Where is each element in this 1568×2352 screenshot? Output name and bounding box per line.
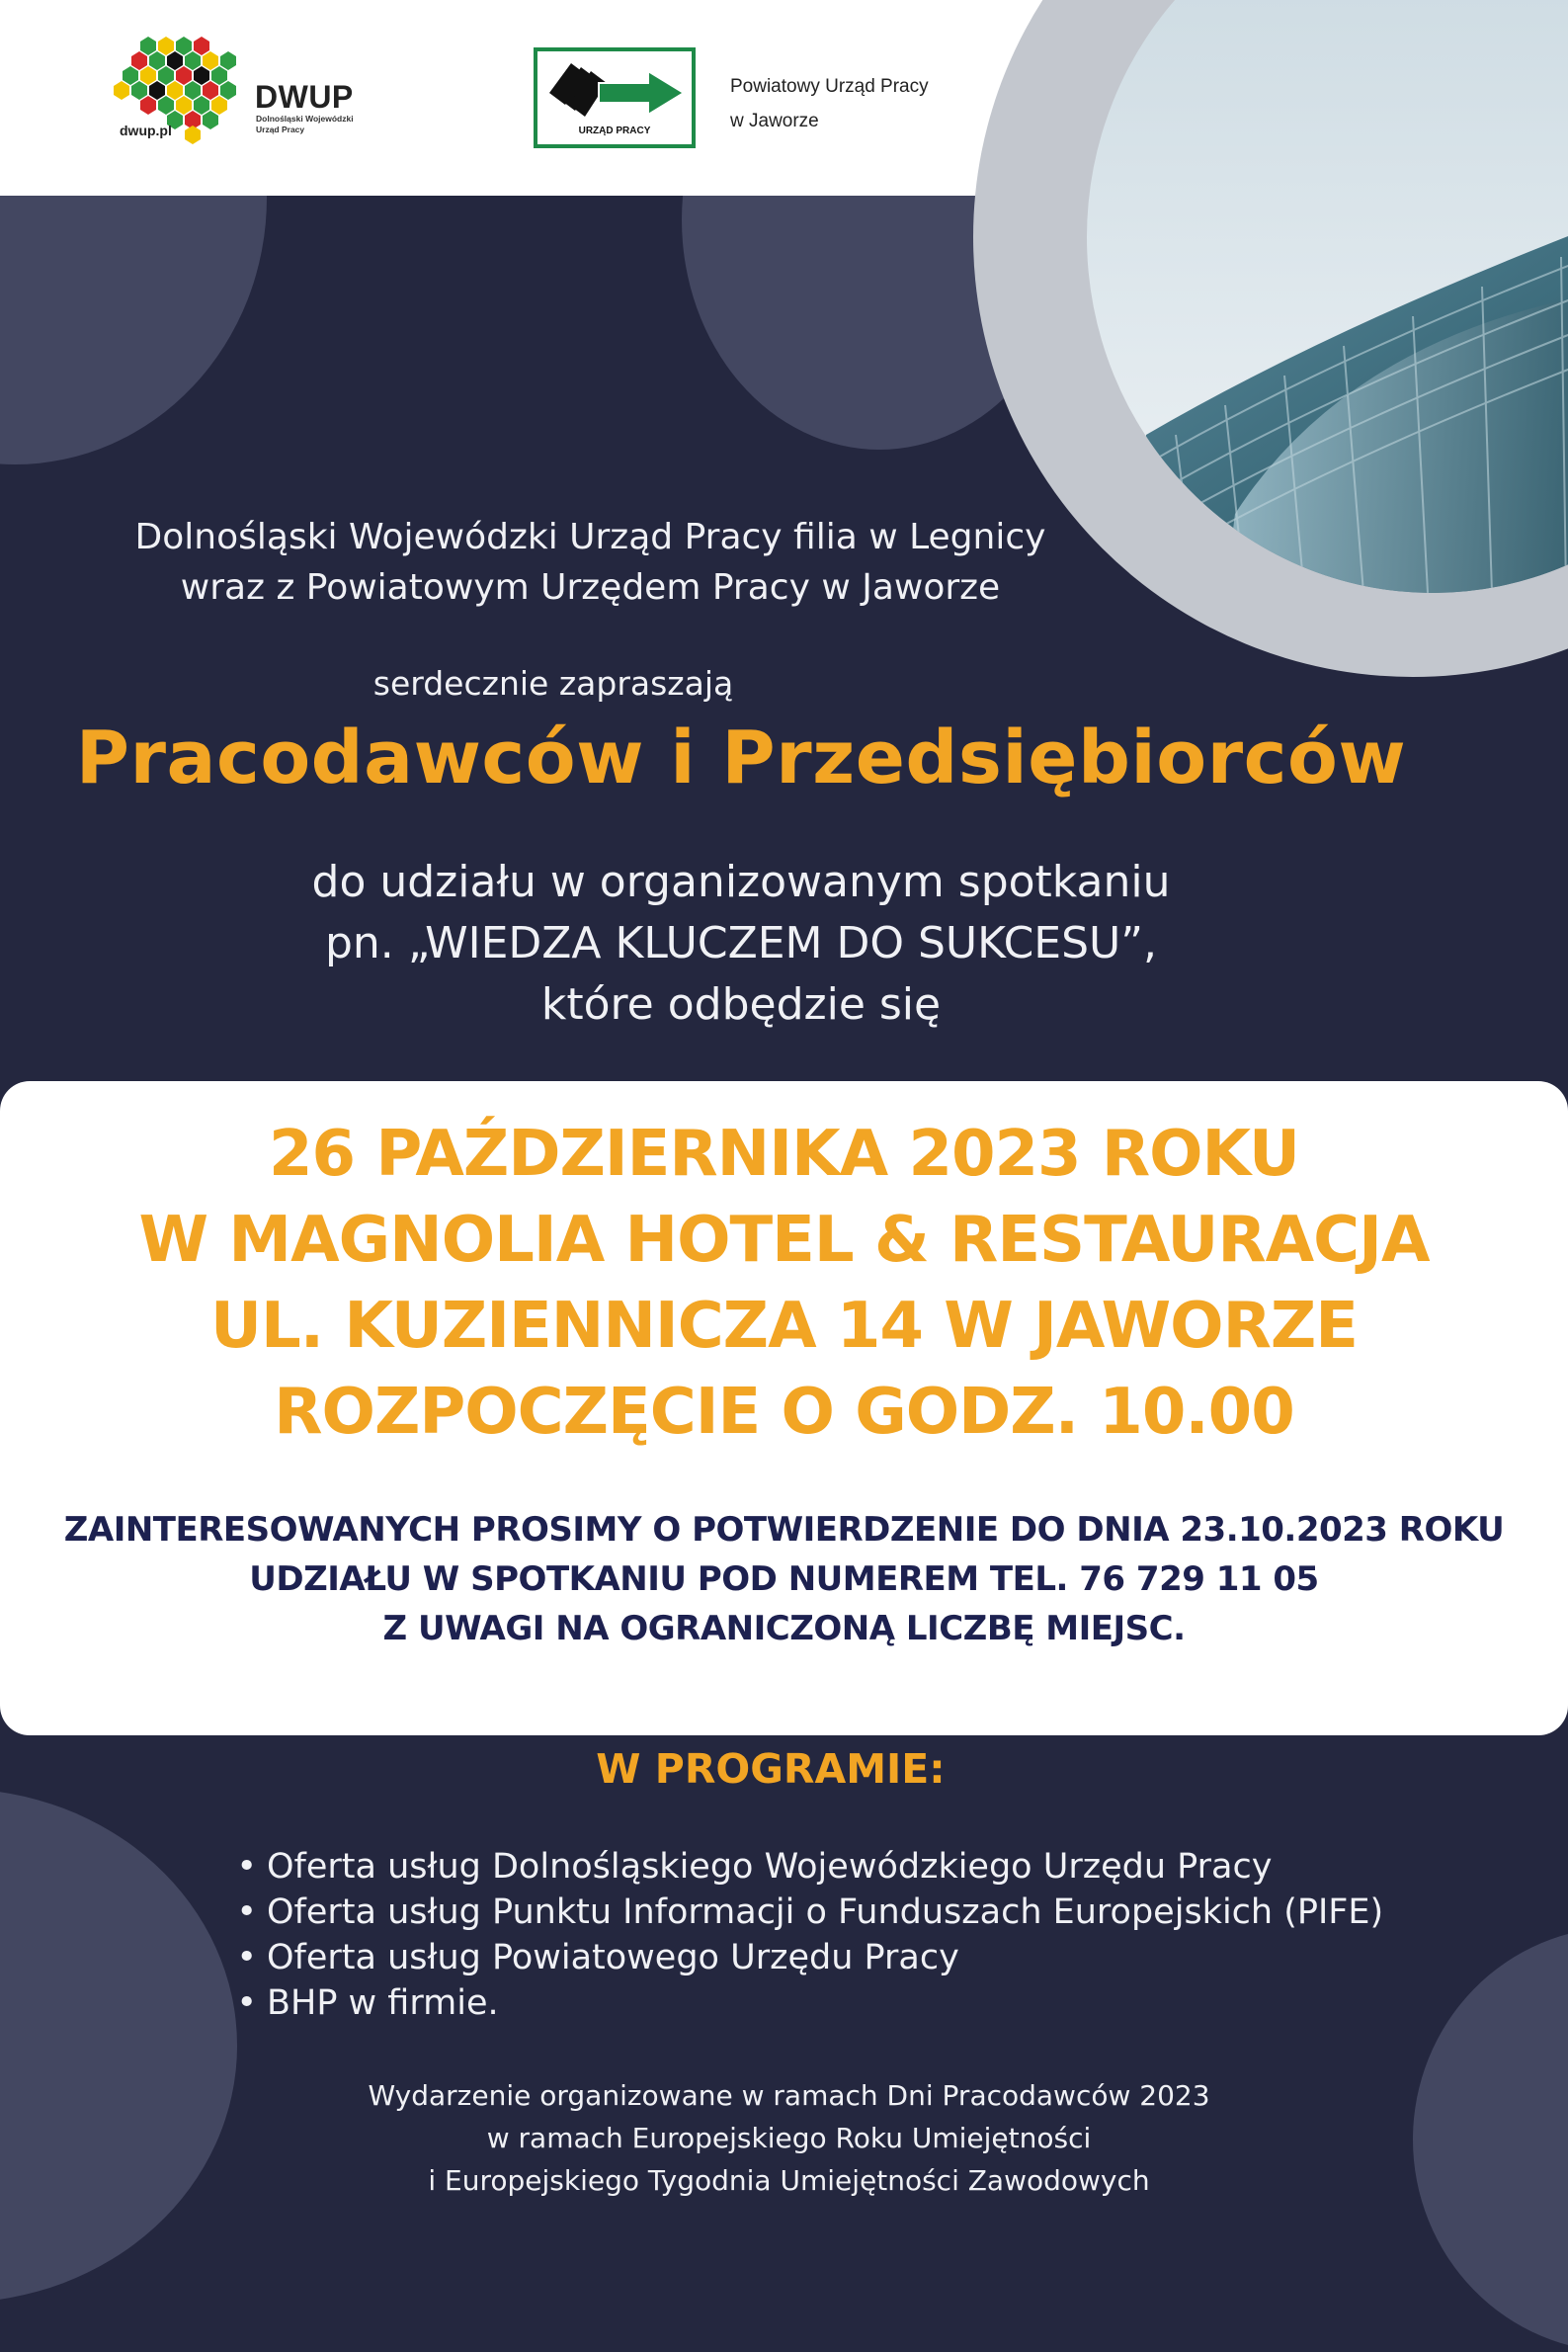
event-line-2: pn. „WIEDZA KLUCZEM DO SUKCESU”, [324,918,1158,968]
headline: Pracodawców i Przedsiębiorców [75,715,1407,800]
program-list [236,1844,1384,2026]
event-details [0,1112,1568,1456]
program-item-text: BHP w firmie. [267,1983,499,2023]
program-item-text: Oferta usług Powiatowego Urzędu Pracy [267,1938,959,1977]
rsvp-line-2: UDZIAŁU W SPOTKANIU POD NUMEREM TEL. 76 729 11 05 [249,1559,1319,1599]
up-name-line-1: Powiatowy Urząd Pracy [730,76,929,97]
footer-line-2: w ramach Europejskiego Roku Umiejętności [486,2122,1092,2154]
dwup-subtitle-line-2: Urząd Pracy [256,125,305,134]
bullet-icon: • [236,1847,257,1887]
intro-line-1: Dolnośląski Wojewódzki Urząd Pracy filia w Legnicy [134,517,1046,557]
organizers-intro [49,512,1131,613]
bullet-icon: • [236,1938,257,1977]
footer-line-3: i Europejskiego Tygodnia Umiejętności Zawodowych [428,2164,1150,2197]
dwup-subtitle-line-1: Dolnośląski Wojewódzki [256,114,354,124]
list-item [236,1844,1383,1890]
invite-text: serdecznie zapraszają [372,664,734,703]
rsvp-line-3: Z UWAGI NA OGRANICZONĄ LICZBĘ MIEJSC. [382,1609,1186,1648]
urzad-pracy-logo-label: URZĄD PRACY [578,126,651,136]
intro-line-2: wraz z Powiatowym Urzędem Pracy w Jaworze [180,567,1001,608]
event-venue: W MAGNOLIA HOTEL & RESTAURACJA [138,1204,1430,1277]
dwup-hexagon-logo-icon [107,30,245,158]
dwup-logo-subtitle [256,114,374,135]
event-address: UL. KUZIENNICZA 14 W JAWORZE [210,1290,1358,1363]
event-description [198,852,1284,1036]
event-date: 26 PAŹDZIERNIKA 2023 ROKU [269,1118,1299,1191]
dwup-url: dwup.pl [120,123,172,138]
up-name-line-2: w Jaworze [730,111,819,131]
powiatowy-urzad-pracy-name [730,69,987,138]
footer-note [0,2074,1568,2202]
rsvp-notice [0,1505,1568,1653]
list-item [236,1890,1384,1935]
bullet-icon: • [236,1983,257,2023]
header-bar [0,0,1047,196]
program-item-text: Oferta usług Dolnośląskiego Wojewódzkiego Urzędu Pracy [267,1847,1273,1887]
event-line-3: które odbędzie się [540,979,942,1030]
program-title: W PROGRAMIE: [596,1745,946,1793]
list-item [236,1980,1383,2026]
list-item [236,1935,1383,1980]
urzad-pracy-logo [534,47,696,148]
stacked-documents-arrow-icon [537,53,692,123]
event-start-time: ROZPOCZĘCIE O GODZ. 10.00 [274,1376,1294,1449]
footer-line-1: Wydarzenie organizowane w ramach Dni Pracodawców 2023 [368,2079,1210,2112]
rsvp-line-1: ZAINTERESOWANYCH PROSIMY O POTWIERDZENIE DO DNIA 23.10.2023 ROKU [63,1510,1505,1550]
dwup-logo-wordmark: DWUP [255,79,354,115]
decor-circle-bottom-left [0,1789,237,2303]
program-item-text: Oferta usług Punktu Informacji o Funduszach Europejskich (PIFE) [267,1892,1384,1932]
bullet-icon: • [236,1892,257,1932]
event-line-1: do udziału w organizowanym spotkaniu [311,857,1171,907]
